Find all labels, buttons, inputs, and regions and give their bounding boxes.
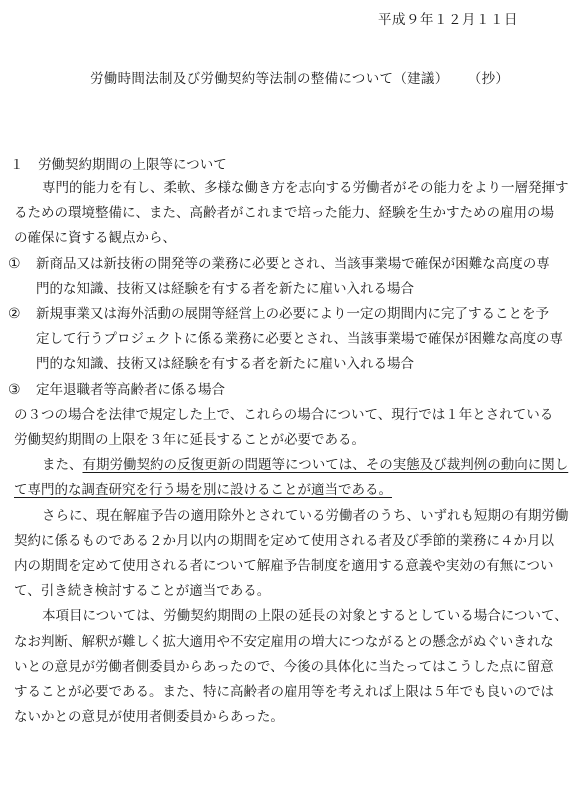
item-line: 新商品又は新技術の開発等の業務に必要とされ、当該事業場で確保が困難な高度の専 [36, 255, 550, 272]
intro-line: の確保に資する観点から、 [14, 230, 176, 247]
intro-line: 専門的能力を有し、柔軟、多様な働き方を志向する労働者がその能力をより一層発揮す [42, 180, 569, 196]
paragraph-3-line: さらに、現在解雇予告の適用除外とされている労働者のうち、いずれも短期の有期労働 [42, 507, 569, 524]
conclusion-line: 労働契約期間の上限を３年に延長することが必要である。 [14, 432, 365, 449]
item-line: 定年退職者等高齢者に係る場合 [36, 381, 225, 398]
item-line: 定して行うプロジェクトに係る業務に必要とされ、当該事業場で確保が困難な高度の専 [36, 331, 564, 348]
paragraph-4-line: 本項目については、労働契約期間の上限の延長の対象とするとしている場合について、 [42, 608, 568, 625]
item-marker: ① [8, 255, 21, 272]
paragraph-2-line [14, 453, 569, 478]
item-marker: ② [8, 306, 21, 323]
item-line: 新規事業又は海外活動の展開等経営上の必要により一定の期間内に完了することを予 [36, 306, 549, 323]
list-item-3 [8, 378, 559, 403]
paragraph-3-line: て、引き続き検討することが適当である。 [14, 583, 271, 600]
paragraph-4-line: することが必要である。また、特に高齢者の雇用等を考えれば上限は５年でも良いのでは [14, 684, 554, 701]
title-note: （抄） [474, 71, 510, 87]
paragraph-4-line: いとの意見が労働者側委員からあったので、今後の具体化に当たってはこうした点に留意 [14, 658, 554, 675]
item-marker: ③ [8, 381, 21, 398]
paragraph-4-line: なお判断、解釈が難しく拡大適用や不安定雇用の増大につながるとの懸念がぬぐいきれな [14, 633, 554, 650]
intro-line: るための環境整備に、また、高齢者がこれまで培った能力、経験を生かすための雇用の場 [14, 205, 554, 222]
item-line: 門的な知識、技術又は経験を有する者を新たに雇い入れる場合 [36, 280, 414, 297]
document-title [90, 67, 509, 87]
paragraph-2-lead: また、 [42, 457, 83, 474]
paragraph-2-line [14, 478, 559, 503]
paragraph-3-line: 内の期間を定めて使用される者について解雇予告制度を適用する意義や実効の有無につい [14, 558, 554, 575]
list-item-1 [8, 252, 559, 302]
section-title: 労働契約期間の上限等について [38, 157, 227, 173]
document-date: 平成９年１２月１１日 [378, 12, 518, 28]
title-text: 労働時間法制及び労働契約等法制の整備について（建議） [90, 71, 449, 87]
paragraph-3-line: 契約に係るものである２か月以内の期間を定めて使用される者及び季節的業務に４か月以 [14, 532, 554, 549]
item-line: 門的な知識、技術又は経験を有する者を新たに雇い入れる場合 [36, 356, 414, 373]
underlined-text: て専門的な調査研究を行う場を別に設けることが適当である。 [14, 482, 392, 499]
paragraph-4-line: ないかとの意見が使用者側委員からあった。 [14, 709, 284, 726]
list-item-2 [8, 302, 564, 378]
conclusion-line: の３つの場合を法律で規定した上で、これらの場合について、現行では１年とされている [14, 406, 554, 423]
section-number: １ [10, 157, 24, 173]
section-heading [10, 153, 227, 173]
document-body [8, 176, 569, 730]
underlined-text: 有期労働契約の反復更新の問題等については、その実態及び裁判例の動向に関し [82, 457, 569, 474]
